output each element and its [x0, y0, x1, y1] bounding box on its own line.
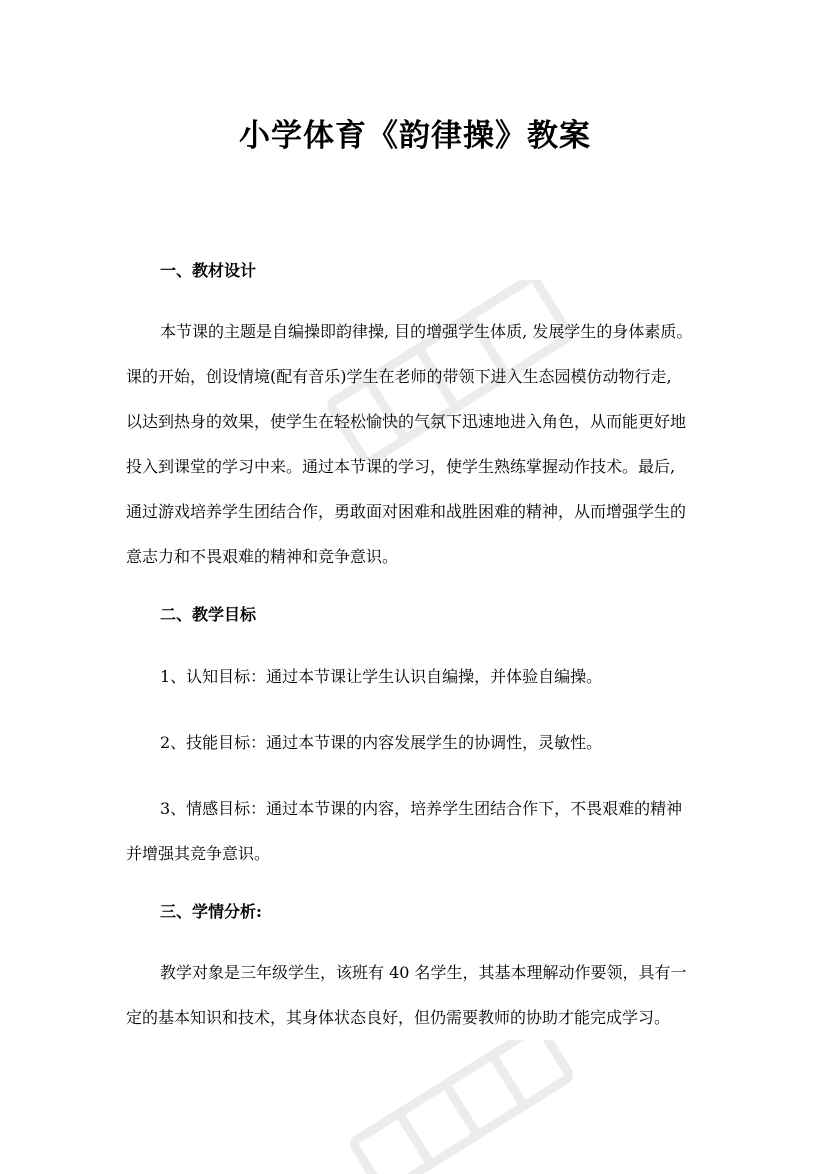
paragraph-materials — [126, 309, 711, 579]
paragraph-line: 课的开始，创设情境(配有音乐)学生在老师的带领下进入生态园模仿动物行走, — [126, 367, 672, 386]
objective-item-emotion — [126, 786, 711, 876]
paragraph-line: 通过游戏培养学生团结合作，勇敢面对困难和战胜困难的精神，从而增强学生的 — [126, 502, 687, 521]
paragraph-line: 教学对象是三年级学生，该班有 40 名学生，其基本理解动作要领，具有一 — [160, 963, 687, 982]
section-heading-objectives: 二、教学目标 — [160, 605, 257, 624]
paragraph-line: 本节课的主题是自编操即韵律操, 目的增强学生体质, 发展学生的身体素质。 — [160, 322, 693, 341]
section-heading-analysis: 三、学情分析: — [160, 902, 262, 921]
section-heading-materials: 一、教材设计 — [160, 261, 257, 280]
objective-item-skill — [126, 720, 711, 765]
document-title: 小学体育《韵律操》教案 — [239, 118, 591, 154]
paragraph-line: 定的基本知识和技术，其身体状态良好，但仍需要教师的协助才能完成学习。 — [126, 1008, 671, 1027]
paragraph-line: 意志力和不畏艰难的精神和竞争意识。 — [126, 547, 399, 566]
paragraph-line: 并增强其竞争意识。 — [126, 844, 271, 863]
paragraph-line: 以达到热身的效果，使学生在轻松愉快的气氛下迅速地进入角色，从而能更好地 — [126, 412, 687, 431]
paragraph-line: 投入到课堂的学习中来。通过本节课的学习，使学生熟练掌握动作技术。最后, — [126, 457, 676, 476]
watermark-icon — [330, 1040, 590, 1174]
paragraph-line: 1、认知目标：通过本节课让学生认识自编操，并体验自编操。 — [160, 667, 603, 686]
paragraph-analysis — [126, 950, 711, 1040]
paragraph-line: 2、技能目标：通过本节课的内容发展学生的协调性，灵敏性。 — [160, 733, 603, 752]
paragraph-line: 3、情感目标：通过本节课的内容，培养学生团结合作下，不畏艰难的精神 — [160, 799, 683, 818]
objective-item-cognitive — [126, 654, 711, 699]
